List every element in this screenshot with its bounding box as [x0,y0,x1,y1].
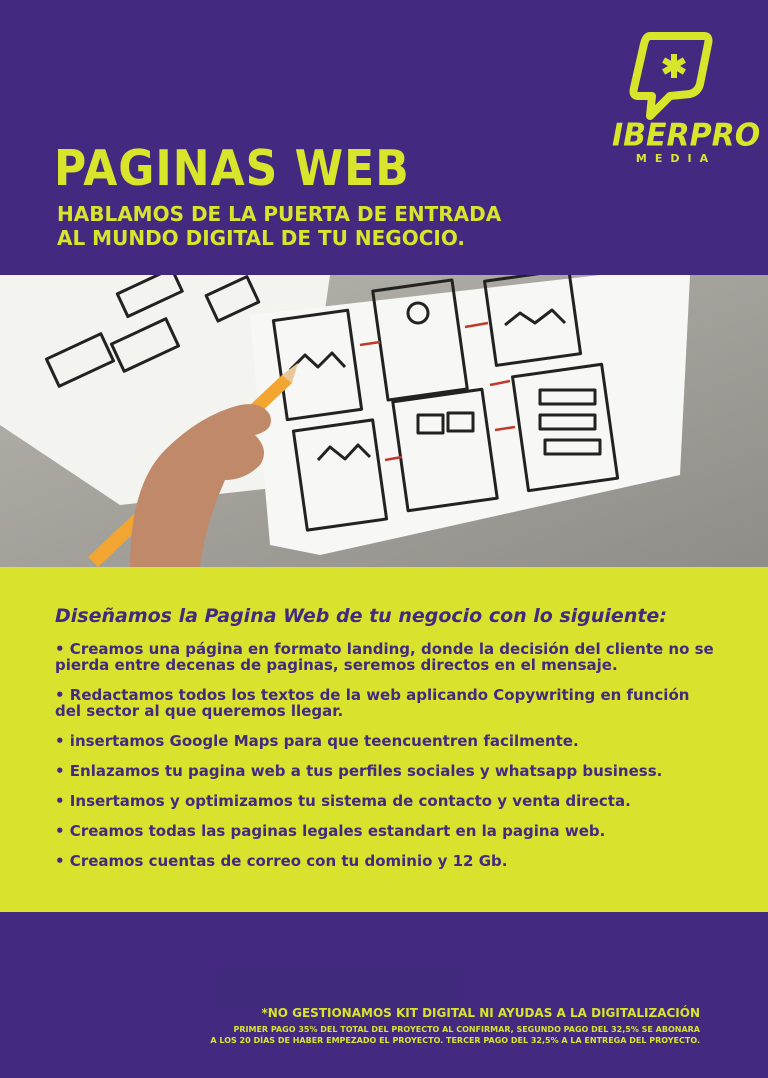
list-item: • Insertamos y optimizamos tu sistema de contacto y venta directa. [55,792,631,810]
list-item: • Creamos una página en formato landing, donde la decisión del cliente no se pierda entre decenas de paginas, seremos directos en el mensaje. [55,640,714,674]
features-list [55,641,715,883]
list-item: • Redactamos todos los textos de la web aplicando Copywriting en función del sector al que queremos llegar. [55,686,690,720]
features-heading: Diseñamos la Pagina Web de tu negocio con lo siguiente: [55,605,667,627]
payment-line-1: PRIMER PAGO 35% DEL TOTAL DEL PROYECTO AL CONFIRMAR, SEGUNDO PAGO DEL 32,5% SE ABONARA [233,1025,700,1034]
list-item: • Enlazamos tu pagina web a tus perfiles sociales y whatsapp business. [55,762,663,780]
page-title: PAGINAS WEB [54,140,410,198]
list-item: • insertamos Google Maps para que teencuentren facilmente. [55,732,579,750]
footer-payment-terms [210,1024,700,1046]
payment-line-2: A LOS 20 DÍAS DE HABER EMPEZADO EL PROYECTO. TERCER PAGO DEL 32,5% A LA ENTREGA DEL PROYECTO. [210,1036,700,1045]
logo-subtitle: MEDIA [635,152,717,165]
subtitle-line-1: HABLAMOS DE LA PUERTA DE ENTRADA [57,202,502,226]
subtitle-line-2: AL MUNDO DIGITAL DE TU NEGOCIO. [57,226,465,250]
blank-placeholder-box [215,969,460,1009]
page-subtitle [57,202,501,250]
list-item: • Creamos cuentas de correo con tu dominio y 12 Gb. [55,852,508,870]
features-section [0,567,768,912]
header-section [0,0,768,275]
logo-wordmark: IBERPRO [612,117,761,154]
wireframe-sketch-photo [0,275,768,567]
footer-notice: *NO GESTIONAMOS KIT DIGITAL NI AYUDAS A LA DIGITALIZACIÓN [261,1006,700,1020]
list-item: • Creamos todas las paginas legales estandart en la pagina web. [55,822,606,840]
